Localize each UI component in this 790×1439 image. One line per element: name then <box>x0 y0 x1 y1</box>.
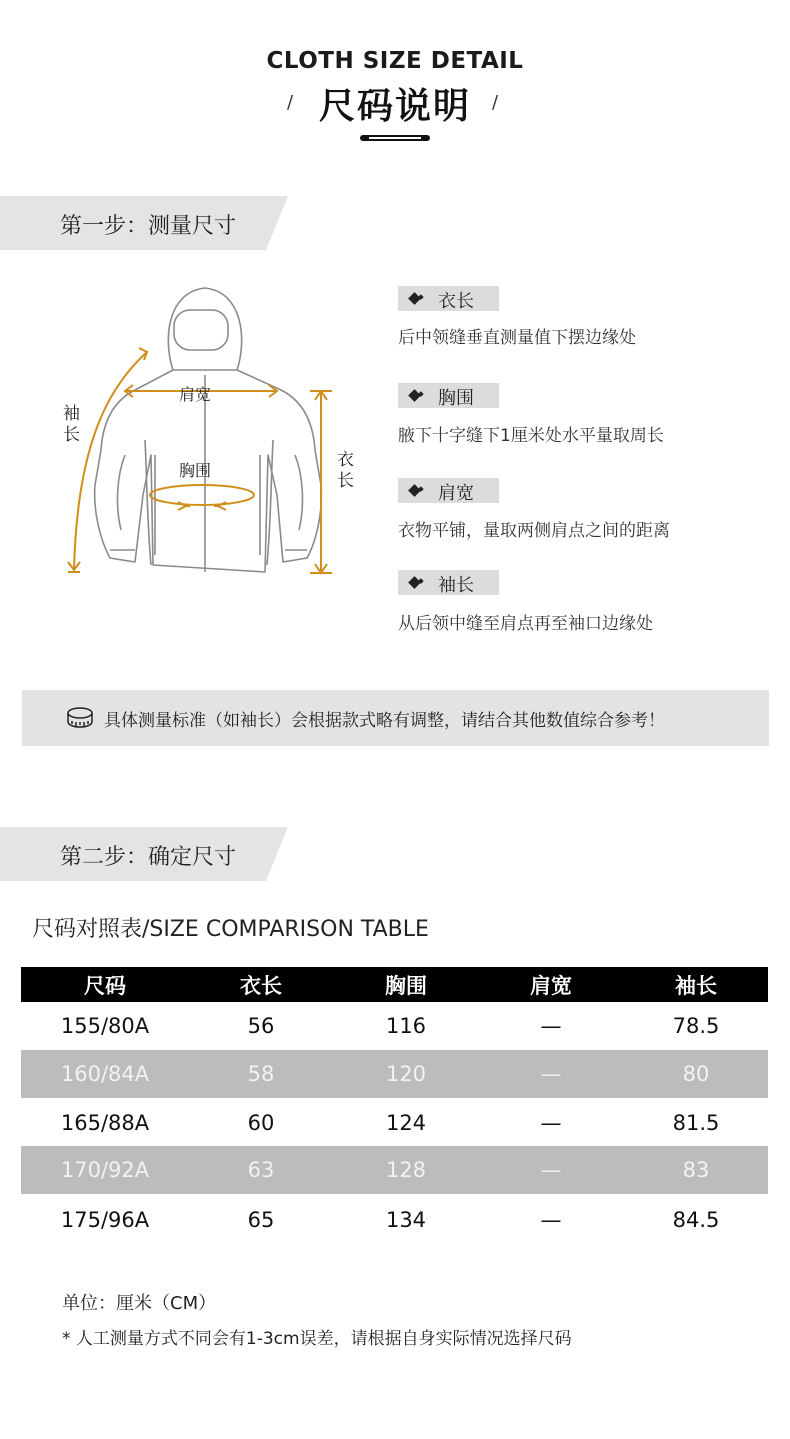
table-row <box>21 1146 768 1194</box>
cell-length: 63 <box>247 1158 275 1182</box>
notice-text: 具体测量标准（如袖长）会根据款式略有调整，请结合其他数值综合参考！ <box>104 711 665 731</box>
jacket-diagram <box>55 280 365 585</box>
cell-length: 60 <box>247 1111 275 1135</box>
cell-sleeve: 84.5 <box>672 1208 720 1232</box>
header-length: 衣长 <box>240 973 282 998</box>
title-slash-right: / <box>492 92 499 113</box>
diamond-icon <box>408 389 421 402</box>
cell-shoulder: — <box>540 1158 562 1182</box>
title-slash-left: / <box>287 92 294 113</box>
cell-chest: 120 <box>385 1062 427 1086</box>
measure-notice <box>22 690 769 746</box>
diamond-icon <box>408 576 421 589</box>
cell-shoulder: — <box>540 1208 562 1232</box>
title-cn: 尺码说明 <box>318 86 471 127</box>
legend-desc-chest: 腋下十字缝下1厘米处水平量取周长 <box>398 426 664 446</box>
legend-desc-sleeve: 从后领中缝至肩点再至袖口边缘处 <box>398 614 653 634</box>
jacket-outline <box>95 288 322 572</box>
cell-size: 175/96A <box>60 1208 150 1232</box>
unit-note: 单位：厘米（CM） <box>62 1293 217 1314</box>
cell-length: 65 <box>247 1208 275 1232</box>
tape-measure-icon <box>66 707 94 729</box>
cell-chest: 134 <box>385 1208 427 1232</box>
cell-sleeve: 78.5 <box>672 1014 720 1038</box>
cell-chest: 128 <box>385 1158 427 1182</box>
cell-shoulder: — <box>540 1062 562 1086</box>
cell-sleeve: 83 <box>682 1158 710 1182</box>
legend-desc-shoulder: 衣物平铺，量取两侧肩点之间的距离 <box>398 521 670 541</box>
cell-shoulder: — <box>540 1014 562 1038</box>
title-underline <box>360 135 430 141</box>
table-header <box>21 967 768 1002</box>
label-sleeve: 袖长 <box>63 404 80 445</box>
header-chest: 胸围 <box>385 973 427 998</box>
cell-chest: 124 <box>385 1111 427 1135</box>
table-row <box>21 1050 768 1098</box>
table-row <box>21 1099 768 1147</box>
cell-size: 155/80A <box>60 1014 150 1038</box>
cell-size: 165/88A <box>60 1111 150 1135</box>
header-sleeve: 袖长 <box>675 973 717 998</box>
step1-label: 第一步：测量尺寸 <box>60 214 237 239</box>
cell-chest: 116 <box>385 1014 427 1038</box>
cell-length: 58 <box>247 1062 275 1086</box>
cell-sleeve: 81.5 <box>672 1111 720 1135</box>
legend-tag-chest: 胸围 <box>398 383 499 408</box>
header-size: 尺码 <box>84 973 126 998</box>
cell-sleeve: 80 <box>682 1062 710 1086</box>
title-en: CLOTH SIZE DETAIL <box>266 48 524 74</box>
table-row <box>21 1196 768 1244</box>
table-title: 尺码对照表/SIZE COMPARISON TABLE <box>32 917 429 942</box>
header-shoulder: 肩宽 <box>530 973 572 998</box>
label-length: 衣长 <box>337 450 354 491</box>
cell-shoulder: — <box>540 1111 562 1135</box>
legend-desc-length: 后中领缝垂直测量值下摆边缘处 <box>398 328 636 348</box>
error-note: * 人工测量方式不同会有1-3cm误差，请根据自身实际情况选择尺码 <box>62 1329 572 1349</box>
legend-tag-shoulder: 肩宽 <box>398 478 499 503</box>
step2-label: 第二步：确定尺寸 <box>60 845 237 870</box>
diamond-icon <box>408 292 421 305</box>
legend-tag-length: 衣长 <box>398 286 499 311</box>
diamond-icon <box>408 484 421 497</box>
cell-size: 160/84A <box>60 1062 150 1086</box>
label-chest: 胸围 <box>179 461 212 480</box>
label-shoulder: 肩宽 <box>179 385 212 404</box>
cell-size: 170/92A <box>60 1158 150 1182</box>
cell-length: 56 <box>247 1014 275 1038</box>
legend-tag-sleeve: 袖长 <box>398 570 499 595</box>
table-row <box>21 1002 768 1050</box>
